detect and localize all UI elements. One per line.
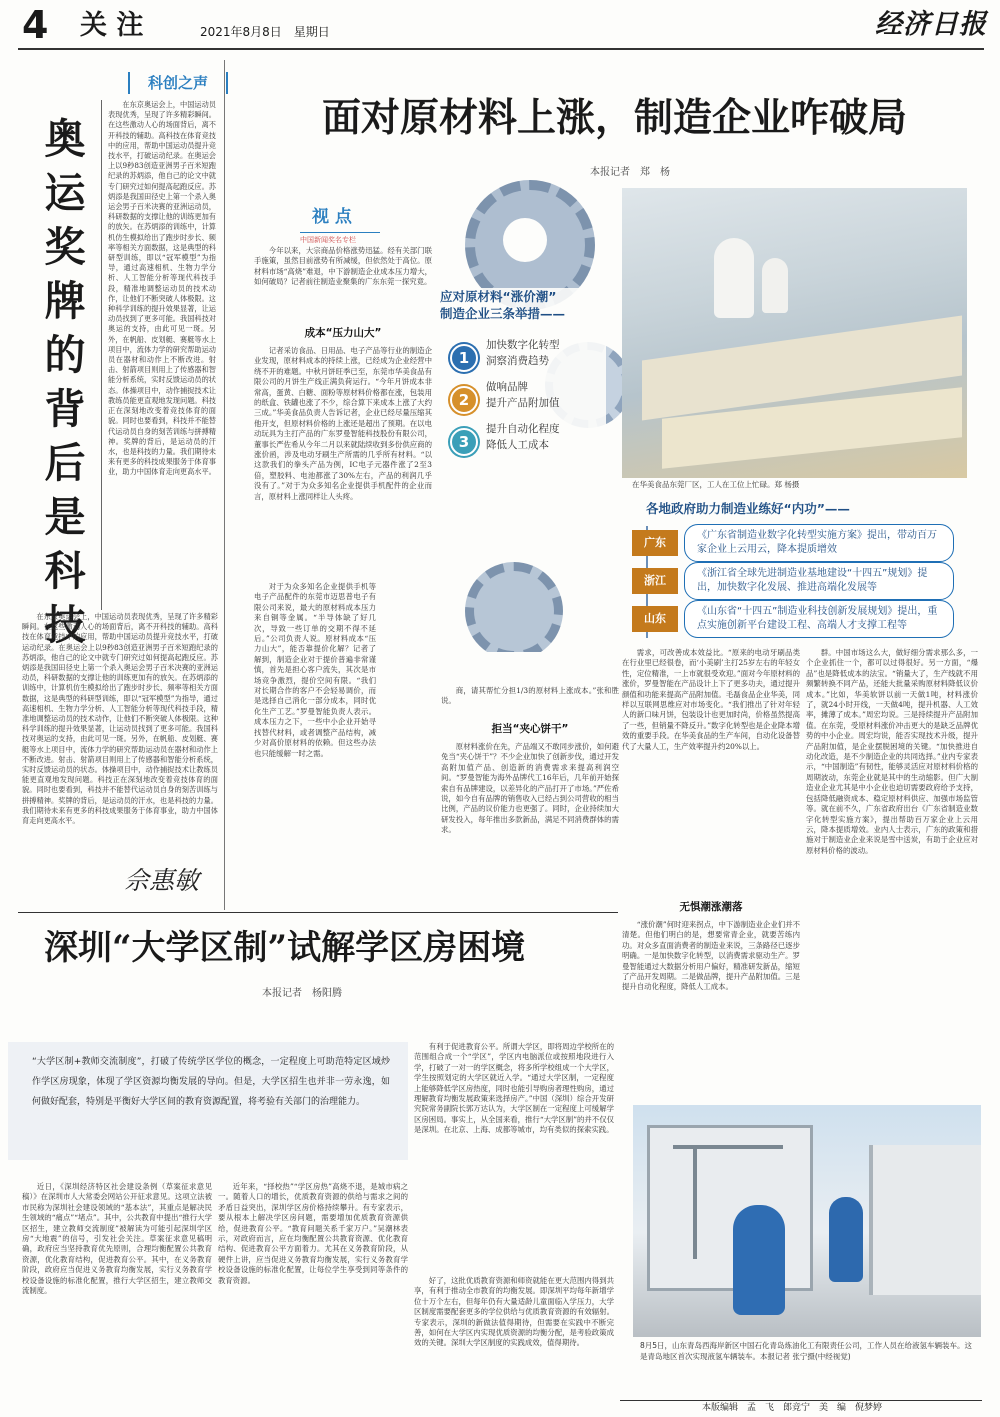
factory-photo [622,188,967,478]
masthead-logo: 经济日报 [875,9,987,40]
measure-line-1b: 洞察消费趋势 [486,355,549,367]
editorial-right-rule [224,60,225,910]
second-paragraph: 有利于促进教育公平。所谓大学区，即将周边学校所在的范围组合成一个“学区”，学区内电脑派位或按照地段进行入学，打破了一对一的学区概念，将多所学校组成一个大学区，学生按照划定的大学区就近入学。“通过大学区制，一定程度上能够降低学区房热度，同时也能引导购房者理性购房，通过理解教育均衡发展政策来选择房产。”中国（深圳）综合开发研究院常务副院长郭万达认为，大学区制在一定程度上可缓解学区房困局。事实上，从全国来看，推行“大学区制”的并不仅仅是深圳。在北京、上海、成都等城市，均有类似的探索实践。 [414,1042,614,1135]
section-name: 关 注 [80,10,144,41]
hydrogen-photo-caption: 8月5日，山东青岛西海岸新区中国石化青岛炼油化工有限责任公司，工作人员在给液氢车辆装车。这是青岛地区首次实现液氢车辆装车。本报记者 张宁摄(中经视觉) [640,1341,973,1361]
editorial-text-continued: 在东京奥运会上，中国运动员表现优秀，呈现了许多精彩瞬间。在这些激动人心的场面背后，离不开科技的辅助。高科技在体育竞技中的应用，帮助中国运动员提升竞技水平，打破运动纪录。在奥运会上以9秒83创造亚洲男子百米短跑纪录的苏炳添，他自己的论文中就专门研究过如何提高起跑反应。苏炳添是我国田径史上第一个杀入奥运会男子百米决赛的亚洲运动员，科研数据的支撑让他的训练更加有的放矢。在苏炳添的训练中，计算机仿生模拟给出了跑步时步长、频率等相关方面数据，这是典型的科研型训练，即以“冠军模型”为指导，通过高速相机、生物力学分析、人工智能分析等现代科技手段，精准地调整运动员的技术动作，让他们不断突破人体极限。这种科学训练的提升效果显著，让运动员找到了更多可能。我国科技对奥运的支持，由此可见一斑。另外，在帆船、皮划艇、赛艇等水上项目中，流体力学的研究帮助运动员在器材和动作上不断改进。射击、射箭项目则用上了传感器和智能分析系统，实时反馈运动员的状态。体操项目中，动作捕捉技术让教练员能更直观地发现问题。科技正在深刻地改变着竞技体育的面貌。同时也要看到，科技并不能替代运动员自身的刻苦训练与拼搏精神。奖牌的背后，是运动员的汗水，也是科技的力量。我们期待未来有更多的科技成果服务于体育事业，助力中国体育走向更高水平。 [22,612,218,826]
worker-figure [733,1205,785,1315]
province-label-shandong: 山东 [632,606,678,632]
editorial-text: 在东京奥运会上，中国运动员表现优秀，呈现了许多精彩瞬间。在这些激动人心的场面背后，离不开科技的辅助。高科技在体育竞技中的应用，帮助中国运动员提升竞技水平，打破运动纪录。在奥运会上以9秒83创造亚洲男子百米短跑纪录的苏炳添，他自己的论文中就专门研究过如何提高起跑反应。苏炳添是我国田径史上第一个杀入奥运会男子百米决赛的亚洲运动员，科研数据的支撑让他的训练更加有的放矢。在苏炳添的训练中，计算机仿生模拟给出了跑步时步长、频率等相关方面数据，这是典型的科研型训练，即以“冠军模型”为指导，通过高速相机、生物力学分析、人工智能分析等现代科技手段，精准地调整运动员的技术动作，让他们不断突破人体极限。这种科学训练的提升效果显著，让运动员找到了更多可能。我国科技对奥运的支持，由此可见一斑。另外，在帆船、皮划艇、赛艇等水上项目中，流体力学的研究帮助运动员在器材和动作上不断改进。射击、射箭项目则用上了传感器和智能分析系统，实时反馈运动员的状态。体操项目中，动作捕捉技术让教练员能更直观地发现问题。科技正在深刻地改变着竞技体育的面貌。同时也要看到，科技并不能替代运动员自身的刻苦训练与拼搏精神。奖牌的背后，是运动员的汗水，也是科技的力量。我们期待未来有更多的科技成果服务于体育事业，助力中国体育走向更高水平。 [108,100,216,477]
lead-col-1 [254,246,432,318]
measure-line-3a: 提升自动化程度 [486,423,560,435]
measure-line-2a: 做响品牌 [486,381,528,393]
lead-col-6 [622,648,800,894]
lead-paragraph: 群。中国市场这么大，做好细分需求那么多，一个企业抓住一个，都可以过得很好。另一方面，“爆品”也是降低成本的法宝。“销量大了，生产线就不用频繁转换不同产品，还能大批量采购原材料降低议价成本。”比如，华美软饼以前一天做1吨，材料涨价了，就24小时开线，一天做4吨，提升机器、人工效率，摊薄了成本。”周宏均说。三是持续提升产品附加值。在东莞，受原材料涨价冲击更大的是缺乏品牌优势的中小企业。周宏均说，能否实现技术升级，提升产品附加值，是企业摆脱困境的关键。“加快推进自动化改造，是不少制造企业的共同选择。”业内专家表示，“中国制造”有韧性，能够灵活应对原材料价格的周期波动，东莞企业就是其中的生动缩影。但广大制造业企业尤其是中小企业也迫切需要政府给予支持，包括降低融资成本、稳定原材料供应、加强市场监管等。就在前不久，广东省政府出台《广东省制造业数字化转型实施方案》，提出帮助百万家企业上云用云，降本提质增效。业内人士表示，广东的政策和措施对于制造业企业来说是雪中送炭，有助于企业应对原材料价格的波动。 [806,648,978,855]
lead-story-title: 面对原材料上涨，制造企业咋破局 [322,95,908,141]
second-paragraph: 近日，《深圳经济特区社会建设条例（草案征求意见稿）》在深圳市人大常委会网站公开征求意见。这项立法被市民称为深圳社会建设领域的“基本法”，其重点是解决民生领域的“痛点”“堵点”。其中，公共教育中提出“推行大学区招生，建立教师交流制度”被解读为可能引起深圳学区房“大地震”的信号，引发社会关注。草案征求意见稿明确，政府应当坚持教育优先原则，合理均衡配置公共教育资源，优化教育结构，促进教育公平。其中，在义务教育阶段，政府应当促进义务教育均衡发展，实行义务教育学校设备设施的标准化配置，推行大学区招生，建立教师交流制度。 [22,1182,212,1296]
second-col-1 [22,1182,212,1400]
second-paragraph: 近年来，“择校热”“学区房热”高烧不退，是城市病之一。随着人口的增长，优质教育资源的供给与需求之间的矛盾日益突出，深圳学区房价格持续攀升。有专家表示，要从根本上解决学区房问题，需要增加优质教育资源供给，促进教育公平。“教育问题关系千家万户。”吴潮林表示，对政府而言，应在均衡配置公共教育资源、优化教育结构、促进教育公平方面着力。尤其在义务教育阶段，从硬件上讲，应当促进义务教育均衡发展，实行义务教育学校设备设施的标准化配置，让每位学生享受到同等条件的教育资源。 [218,1182,408,1285]
page-header [0,0,1000,50]
policy-box [620,500,980,642]
tank-shape [647,1125,813,1291]
editorial-title: 奥运奖牌的背后是科技 [44,115,86,649]
header-rule [18,48,984,50]
measure-number-2: 2 [450,386,478,414]
lead-col-7 [806,648,978,1070]
policy-item-zhejiang: 《浙江省全球先进制造业基地建设“十四五”规划》提出，加快数字化发展、推进高端化发展等 [684,562,954,600]
lead-col-8 [622,920,800,1070]
gear-icon [465,562,563,652]
lead-paragraph: 原材料涨价在先，产品端又不敢同步涨价，如何避免当“夹心饼干”？不少企业加快了创新步伐，通过开发高附加值产品、创造新的消费需求来提高利润空间。“罗曼智能为海外品牌代工16年后，几年前开始探索自有品牌建设，以差异化的产品打开了市场。”严佐希说，如今自有品牌的销售收入已经占到公司营收的相当比例，产品的议价能力也更强了。同时，企业持续加大研发投入，每年推出多款新品，满足不同消费群体的需求。 [441,742,619,835]
province-label-zhejiang: 浙江 [632,568,678,594]
lead-col-3 [254,582,376,894]
infobox-title-1: 应对原材料“涨价潮” [440,289,557,304]
lead-col-2 [254,346,432,578]
policy-item-guangdong: 《广东省制造业数字化转型实施方案》提出，带动百万家企业上云用云，降本提质增效 [684,524,954,562]
lead-paragraph: “涨价潮”何时迎来拐点，中下游制造业企业们并不清楚。但他们明白的是，想要常青企业，就要苦练内功。对众多直面消费者的制造业来说，三条路径已逐步明确。一是加快数字化转型，以消费需求驱动生产。罗曼智能通过大数据分析用户偏好，精准研发新品，缩短了产品开发周期。二是做品牌，提升产品附加值。三是提升自动化程度，降低人工成本。 [622,920,800,992]
province-label-guangdong: 广东 [632,530,678,556]
lead-subhead-2: 拒当“夹心饼干” [491,723,569,735]
editorial-body-wide [22,612,218,897]
second-story-title: 深圳“大学区制”试解学区房困境 [44,928,526,968]
lead-paragraph: 对于为众多知名企业提供手机等电子产品配件的东莞市迈思普电子有限公司来说，最大的原材料成本压力来自铜等金属。“半导体缺了好几次，导致一些订单的交期不得不延后。”公司负责人说。原材料成本“压力山大”，能否靠提价化解？记者了解到，制造企业对于提价普遍非常谨慎，首先是担心客户流失，其次是市场竞争激烈，提价空间有限。“我们对长期合作的客户不会轻易调价，而是选择自己消化一部分成本，同时优化生产工艺。”罗曼智能负责人表示。成本压力之下，一些中小企业开始寻找替代材料，或者调整产品结构，减少对高价原材料的依赖。但这些办法也只能缓解一时之需。 [254,582,376,758]
infobox-title-2: 制造企业三条举措—— [440,306,566,321]
worker-figure [762,258,788,313]
pipe-shape [673,1145,783,1149]
footer-editors: 本版编辑 孟 飞 郎竞宁 美 编 倪梦婷 [702,1403,883,1413]
lead-col-4 [441,686,619,716]
policy-title: 各地政府助力制造业练好“内功”—— [646,501,850,516]
worker-figure [714,238,754,318]
second-col-3 [414,1042,614,1272]
editorial-signature: 佘惠敏 [124,866,200,895]
second-story-lead-box [8,1042,408,1160]
second-paragraph: 好了，这批优质教育资源和师资就能在更大范围内得到共享，有利于推动全市教育的均衡发展。即深圳平均每年新增学位十万个左右，但每年仍有大量适龄儿童面临入学压力，大学区制度需要配套更多的学位供给与优质教育资源的有效辐射。专家表示，深圳的新做法值得期待，但需要在实践中不断完善，如何在大学区内实现优质资源的均衡分配，是考验政策成效的关键。深圳大学区制度的实践成效，值得期待。 [414,1276,614,1348]
lead-paragraph: 今年以来，大宗商品价格涨势迅猛。经有关部门联手施策，虽然目前涨势有所减缓，但依然处于高位。原材料市场“高烧”难退，中下游制造企业成本压力增大，如何破局？记者前往制造业聚集的广东东莞一探究竟。 [254,246,432,287]
lead-paragraph: 需求，可改善成本效益比。“原来的电动牙刷品类在行业里已经很卷，而‘小美刷’主打25岁左右的年轻女性，定位精准，一上市就很受欢迎。”面对今年原材料的涨价，罗曼智能在产品设计上下了更多功夫，通过提升颜值和功能来提高产品附加值。毛磊食品企业华美，同样以互联网思维应对市场变化。“我们推出了针对年轻人的新口味月饼，包装设计也更加时尚，价格虽然提高了一些，但销量不降反升。”数字化转型也是企业降本增效的重要手段。在华美食品的生产车间，自动化设备替代了大量人工，生产效率提升约20%以上。 [622,648,800,751]
second-story-byline: 本报记者 杨阳腾 [262,988,342,999]
lead-story-byline: 本报记者 郑 杨 [590,167,670,178]
lead-subhead-3: 无惧潮涨潮落 [679,901,743,913]
second-col-4 [414,1276,614,1400]
editorial-divider [101,100,102,610]
viewpoint-badge [300,206,380,246]
measure-number-3: 3 [450,428,478,456]
page-number: 4 [22,3,49,47]
second-story-lead: “大学区制+教师交流制度”，打破了传统学区学位的概念，一定程度上可助范特定区域炒作学区房现象，体现了学区资源均衡发展的导向。但是，大学区招生也并非一劳永逸，如何做好配套，特别是平衡好大学区间的教育资源配置，将考验有关部门的治理能力。 [32,1057,390,1107]
lead-subhead-1: 成本“压力山大” [304,327,382,339]
worker-figure [829,1197,863,1282]
measure-line-2b: 提升产品附加值 [486,397,560,409]
policy-item-shandong: 《山东省“十四五”制造业科技创新发展规划》提出，重点实施创新平台建设工程、高端人才支撑工程等 [684,600,954,638]
issue-date: 2021年8月8日 星期日 [200,25,330,39]
footer-rule [620,1400,982,1401]
lead-paragraph: 商，请其帮忙分担1/3的原材料上涨成本。”张和胜说。 [441,686,619,706]
pipe-shape [693,1149,697,1259]
lead-col-5 [441,742,619,894]
lead-paragraph: 记者采访食品、日用品、电子产品等行业的制造企业发现，原材料成本的持续上涨，已经成为企业经营中绕不开的难题。中秋月饼旺季已至，东莞市华美食品有限公司的月饼生产线正满负荷运行。“今年月饼成本非常高，蛋黄、白糖、面粉等原材料价格都在涨，包装用的纸盒、铁罐也涨了不少，综合算下来成本上涨了大约三成。”华美食品负责人告诉记者，企业已经尽量压缩其他开支，但原材料价格的上涨还是超出了预期。在以电动玩具为主打产品的广东罗曼智能科技股份有限公司，董事长严佐希从今年二月以来就陆续收到多份供应商的涨价函，涉及电动牙刷生产所需的几乎所有材料。“以这款我们的拳头产品为例，IC电子元器件涨了2至3倍，塑胶料、电池都涨了30%左右，产品的利润几乎没有了。”对于为众多知名企业提供手机配件的企业而言，原材料上涨同样让人头疼。 [254,346,432,501]
measures-infobox [436,288,606,478]
measure-line-1a: 加快数字化转型 [486,339,560,351]
viewpoint-label: 视 点 [312,207,352,227]
viewpoint-subtitle: 中国新闻奖名专栏 [300,232,380,245]
editorial-body [108,100,216,608]
editorial-column-name: 科创之声 [147,74,208,92]
second-col-2 [218,1182,408,1400]
factory-photo-caption: 在华美食品东莞厂区，工人在工位上忙碌。郑 杨摄 [632,480,800,489]
measure-line-3b: 降低人工成本 [486,439,549,451]
section-divider [18,912,618,913]
gear-icon [503,218,547,262]
measure-number-1: 1 [450,344,478,372]
truck-shape [869,1145,981,1295]
editorial-column-badge [128,72,228,94]
hydrogen-photo [633,1105,981,1337]
